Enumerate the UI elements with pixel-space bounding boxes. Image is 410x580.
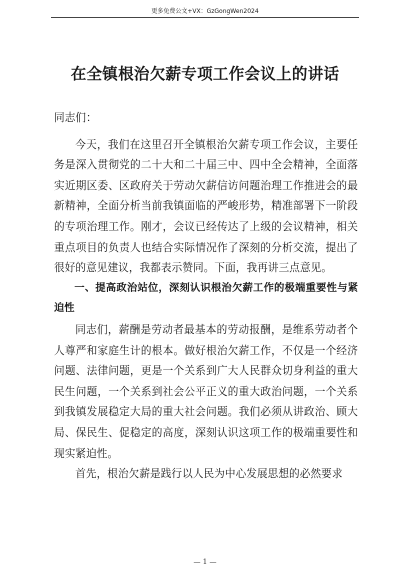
document-title: 在全镇根治欠薪专项工作会议上的讲话 <box>70 65 340 83</box>
paragraph-intro: 今天，我们在这里召开全镇根治欠薪专项工作会议，主要任务是深入贯彻党的二十大和二十届三中、四中全会精神，全面落实近期区委、区政府关于劳动欠薪信访问题治理工作推进会的最新精神，全面分析当前我镇面临的严峻形势，精准部署下一阶段的专项治理工作。刚才，会议已经传达了上级的会议精神，相关重点项目的负责人也结合实际情况作了深刻的分析交流，提出了很好的意见建议，我都表示赞同。下面，我再讲三点意见。 <box>54 138 358 275</box>
page-number: — 1 — <box>193 558 217 566</box>
paragraph-first-point: 首先，根治欠薪是践行以人民为中心发展思想的必然要求 <box>75 468 343 481</box>
document-body <box>54 108 358 485</box>
paragraph-section-1: 同志们，薪酬是劳动者最基本的劳动报酬，是维系劳动者个人尊严和家庭生计的根本。做好根治欠薪工作，不仅是一个经济问题、法律问题，更是一个关系到广大人民群众切身利益的重大民生问题，一个关系到社会公平正义的重大政治问题，一个关系到我镇发展稳定大局的重大社会问题。我们必须从讲政治、顾大局、保民生、促稳定的高度，深刻认识这项工作的极端重要性和现实紧迫性。 <box>54 323 358 460</box>
header-divider <box>51 17 359 18</box>
section-heading-1: 一、提高政治站位，深刻认识根治欠薪工作的极端重要性与紧迫性 <box>54 282 358 315</box>
header-note: 更多免费公文+VX：GzGongWen2024 <box>151 8 259 15</box>
salutation: 同志们： <box>54 112 97 124</box>
